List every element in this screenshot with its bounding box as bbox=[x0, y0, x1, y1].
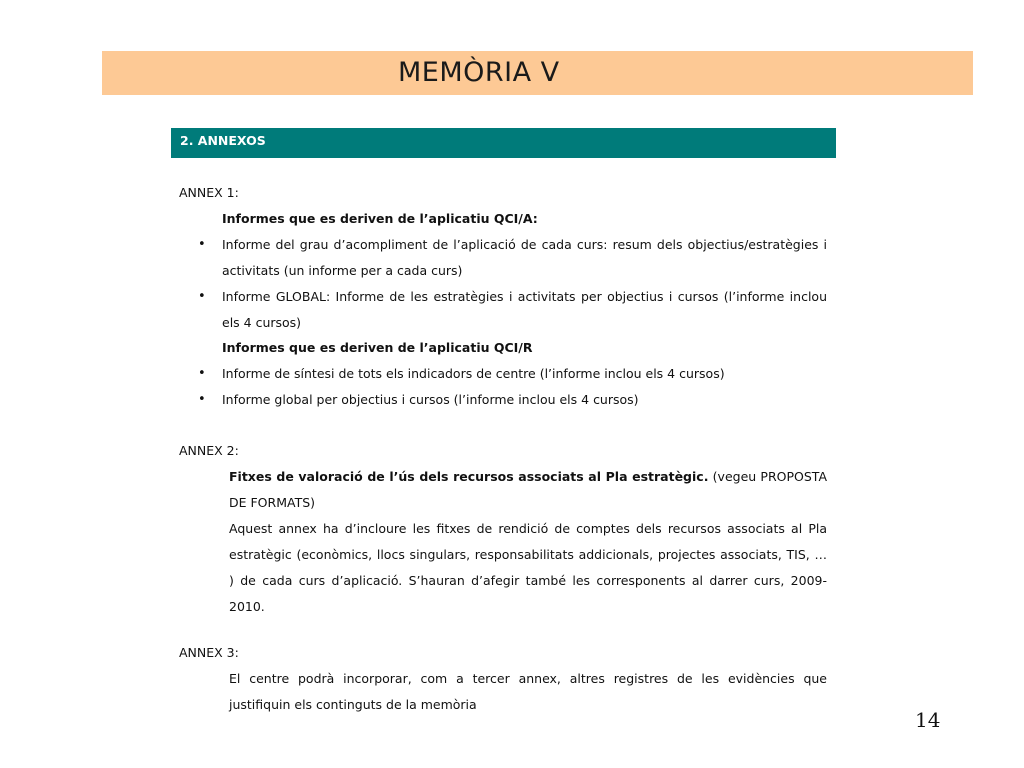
section-header-bar bbox=[171, 128, 836, 158]
bullet-icon: • bbox=[198, 392, 206, 407]
annex1-bullet2-line1: Informe GLOBAL: Informe de les estratègies i activitats per objectius i cursos (l’informe inclou bbox=[222, 289, 827, 304]
annex2-line5: ) de cada curs d’aplicació. S’hauran d’afegir també les corresponents al darrer curs, 2009- bbox=[229, 573, 827, 588]
annex3-line1: El centre podrà incorporar, com a tercer annex, altres registres de les evidències que bbox=[229, 671, 827, 686]
bullet-icon: • bbox=[198, 366, 206, 381]
annex2-line4: estratègic (econòmics, llocs singulars, responsabilitats addicionals, projectes associats, TIS, … bbox=[229, 547, 827, 562]
annex2-line1-rest: (vegeu PROPOSTA bbox=[708, 469, 827, 484]
annex2-line6: 2010. bbox=[229, 599, 265, 614]
annex3-line2: justifiquin els continguts de la memòria bbox=[229, 697, 477, 712]
annex1-subheading-qcia: Informes que es deriven de l’aplicatiu QCI/A: bbox=[222, 211, 538, 226]
annex2-line2: DE FORMATS) bbox=[229, 495, 316, 510]
bullet-icon: • bbox=[198, 289, 206, 304]
bullet-icon: • bbox=[198, 237, 206, 252]
annex2-fitxes-title: Fitxes de valoració de l’ús dels recursos associats al Pla estratègic. bbox=[229, 469, 709, 484]
annex1-bullet1-line2: activitats (un informe per a cada curs) bbox=[222, 263, 463, 278]
annex1-bullet1-line1: Informe del grau d’acompliment de l’aplicació de cada curs: resum dels objectius/estratègies i bbox=[222, 237, 827, 252]
annex1-bullet2-line2: els 4 cursos) bbox=[222, 315, 302, 330]
annex2-line3: Aquest annex ha d’incloure les fitxes de rendició de comptes dels recursos associats al Pla bbox=[229, 521, 827, 536]
page-number: 14 bbox=[915, 708, 941, 732]
section-header: 2. ANNEXOS bbox=[180, 133, 266, 148]
annex3-heading: ANNEX 3: bbox=[179, 645, 239, 660]
annex2-line1 bbox=[229, 469, 827, 485]
annex2-heading: ANNEX 2: bbox=[179, 443, 239, 458]
annex1-subheading-qcir: Informes que es deriven de l’aplicatiu QCI/R bbox=[222, 340, 533, 355]
annex1-heading: ANNEX 1: bbox=[179, 185, 239, 200]
page-title: MEMÒRIA V bbox=[398, 57, 560, 88]
annex1-bullet4: Informe global per objectius i cursos (l’informe inclou els 4 cursos) bbox=[222, 392, 639, 407]
annex1-bullet3: Informe de síntesi de tots els indicadors de centre (l’informe inclou els 4 cursos) bbox=[222, 366, 725, 381]
